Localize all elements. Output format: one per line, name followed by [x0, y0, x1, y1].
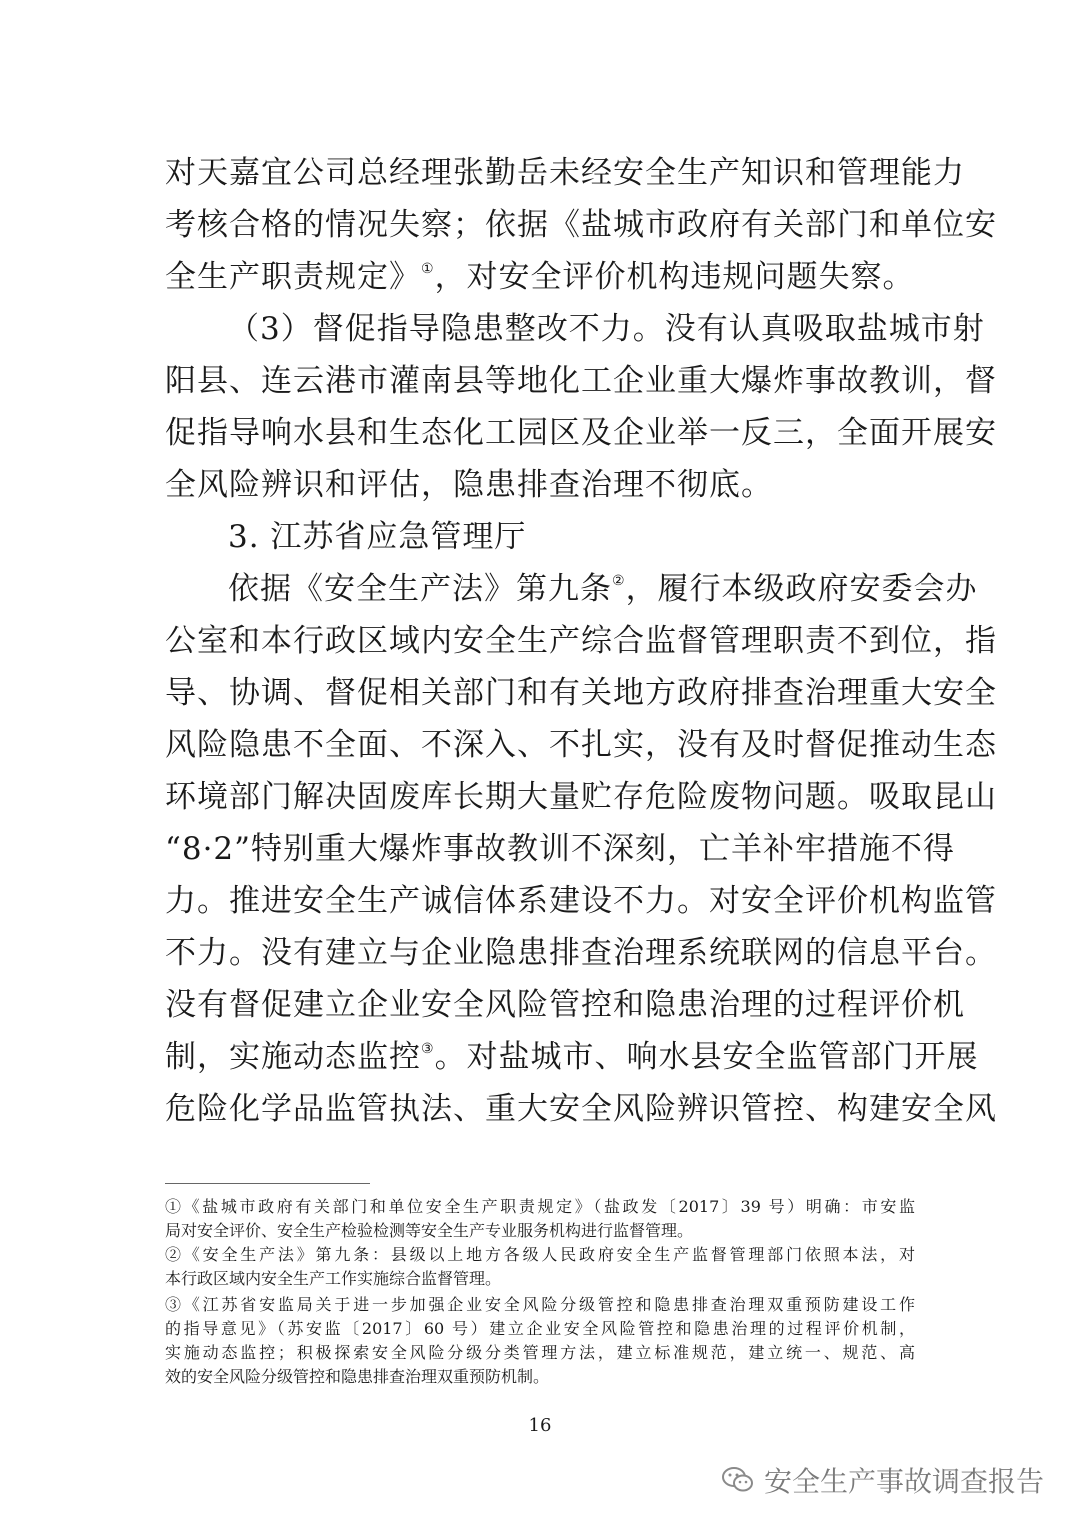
body-line: （3）督促指导隐患整改不力。没有认真吸取盐城市射 — [228, 311, 985, 347]
footnote-line: ③《江苏省安监局关于进一步加强企业安全风险分级管控和隐患排查治理双重预防建设工作 — [165, 1295, 915, 1314]
body-line: 全风险辨识和评估，隐患排查治理不彻底。 — [165, 467, 773, 503]
footnote-divider — [165, 1183, 370, 1184]
section-heading: 3. 江苏省应急管理厅 — [228, 519, 527, 555]
footnote-line: 局对安全评价、安全生产检验检测等安全生产专业服务机构进行监督管理。 — [165, 1221, 694, 1240]
page-number: 16 — [528, 1415, 552, 1436]
wechat-icon — [720, 1462, 756, 1498]
footnote-ref-1[interactable]: ① — [421, 261, 435, 277]
footnote-line: 本行政区域内安全生产工作实施综合监督管理。 — [165, 1269, 502, 1288]
body-line: “8·2”特别重大爆炸事故教训不深刻，亡羊补牢措施不得 — [165, 831, 955, 867]
footnote-line: 的指导意见》（苏安监〔2017〕60 号）建立企业安全风险管控和隐患治理的过程评价机制， — [165, 1319, 915, 1338]
body-line: 环境部门解决固废库长期大量贮存危险废物问题。吸取昆山 — [165, 779, 997, 815]
body-line: 不力。没有建立与企业隐患排查治理系统联网的信息平台。 — [165, 935, 997, 971]
body-line: 对天嘉宜公司总经理张勤岳未经安全生产知识和管理能力 — [165, 155, 965, 191]
footnote-line: ②《安全生产法》第九条：县级以上地方各级人民政府安全生产监督管理部门依照本法，对 — [165, 1245, 915, 1264]
footnote-ref-2[interactable]: ② — [612, 573, 626, 589]
footnote-line: 效的安全风险分级管控和隐患排查治理双重预防机制。 — [165, 1367, 550, 1386]
body-line: 公室和本行政区域内安全生产综合监督管理职责不到位，指 — [165, 623, 997, 659]
body-line: 依据《安全生产法》第九条②，履行本级政府安委会办 — [228, 571, 978, 607]
watermark-text: 安全生产事故调查报告 — [763, 1465, 1044, 1498]
body-line: 危险化学品监管执法、重大安全风险辨识管控、构建安全风 — [165, 1091, 997, 1127]
body-line: 促指导响水县和生态化工园区及企业举一反三，全面开展安 — [165, 415, 997, 451]
body-line: 考核合格的情况失察；依据《盐城市政府有关部门和单位安 — [165, 207, 997, 243]
body-line: 全生产职责规定》①，对安全评价机构违规问题失察。 — [165, 259, 915, 295]
body-line: 阳县、连云港市灌南县等地化工企业重大爆炸事故教训，督 — [165, 363, 997, 399]
body-line: 力。推进安全生产诚信体系建设不力。对安全评价机构监管 — [165, 883, 997, 919]
body-line: 风险隐患不全面、不深入、不扎实，没有及时督促推动生态 — [165, 727, 997, 763]
footnote-ref-3[interactable]: ③ — [421, 1041, 435, 1057]
body-line: 没有督促建立企业安全风险管控和隐患治理的过程评价机 — [165, 987, 965, 1023]
body-line: 导、协调、督促相关部门和有关地方政府排查治理重大安全 — [165, 675, 997, 711]
footnote-line: ①《盐城市政府有关部门和单位安全生产职责规定》（盐政发〔2017〕39 号）明确：市安监 — [165, 1197, 915, 1216]
footnote-line: 实施动态监控；积极探索安全风险分级分类管理方法，建立标准规范，建立统一、规范、高 — [165, 1343, 915, 1362]
watermark — [720, 1462, 1044, 1498]
body-line: 制，实施动态监控③。对盐城市、响水县安全监管部门开展 — [165, 1039, 979, 1075]
